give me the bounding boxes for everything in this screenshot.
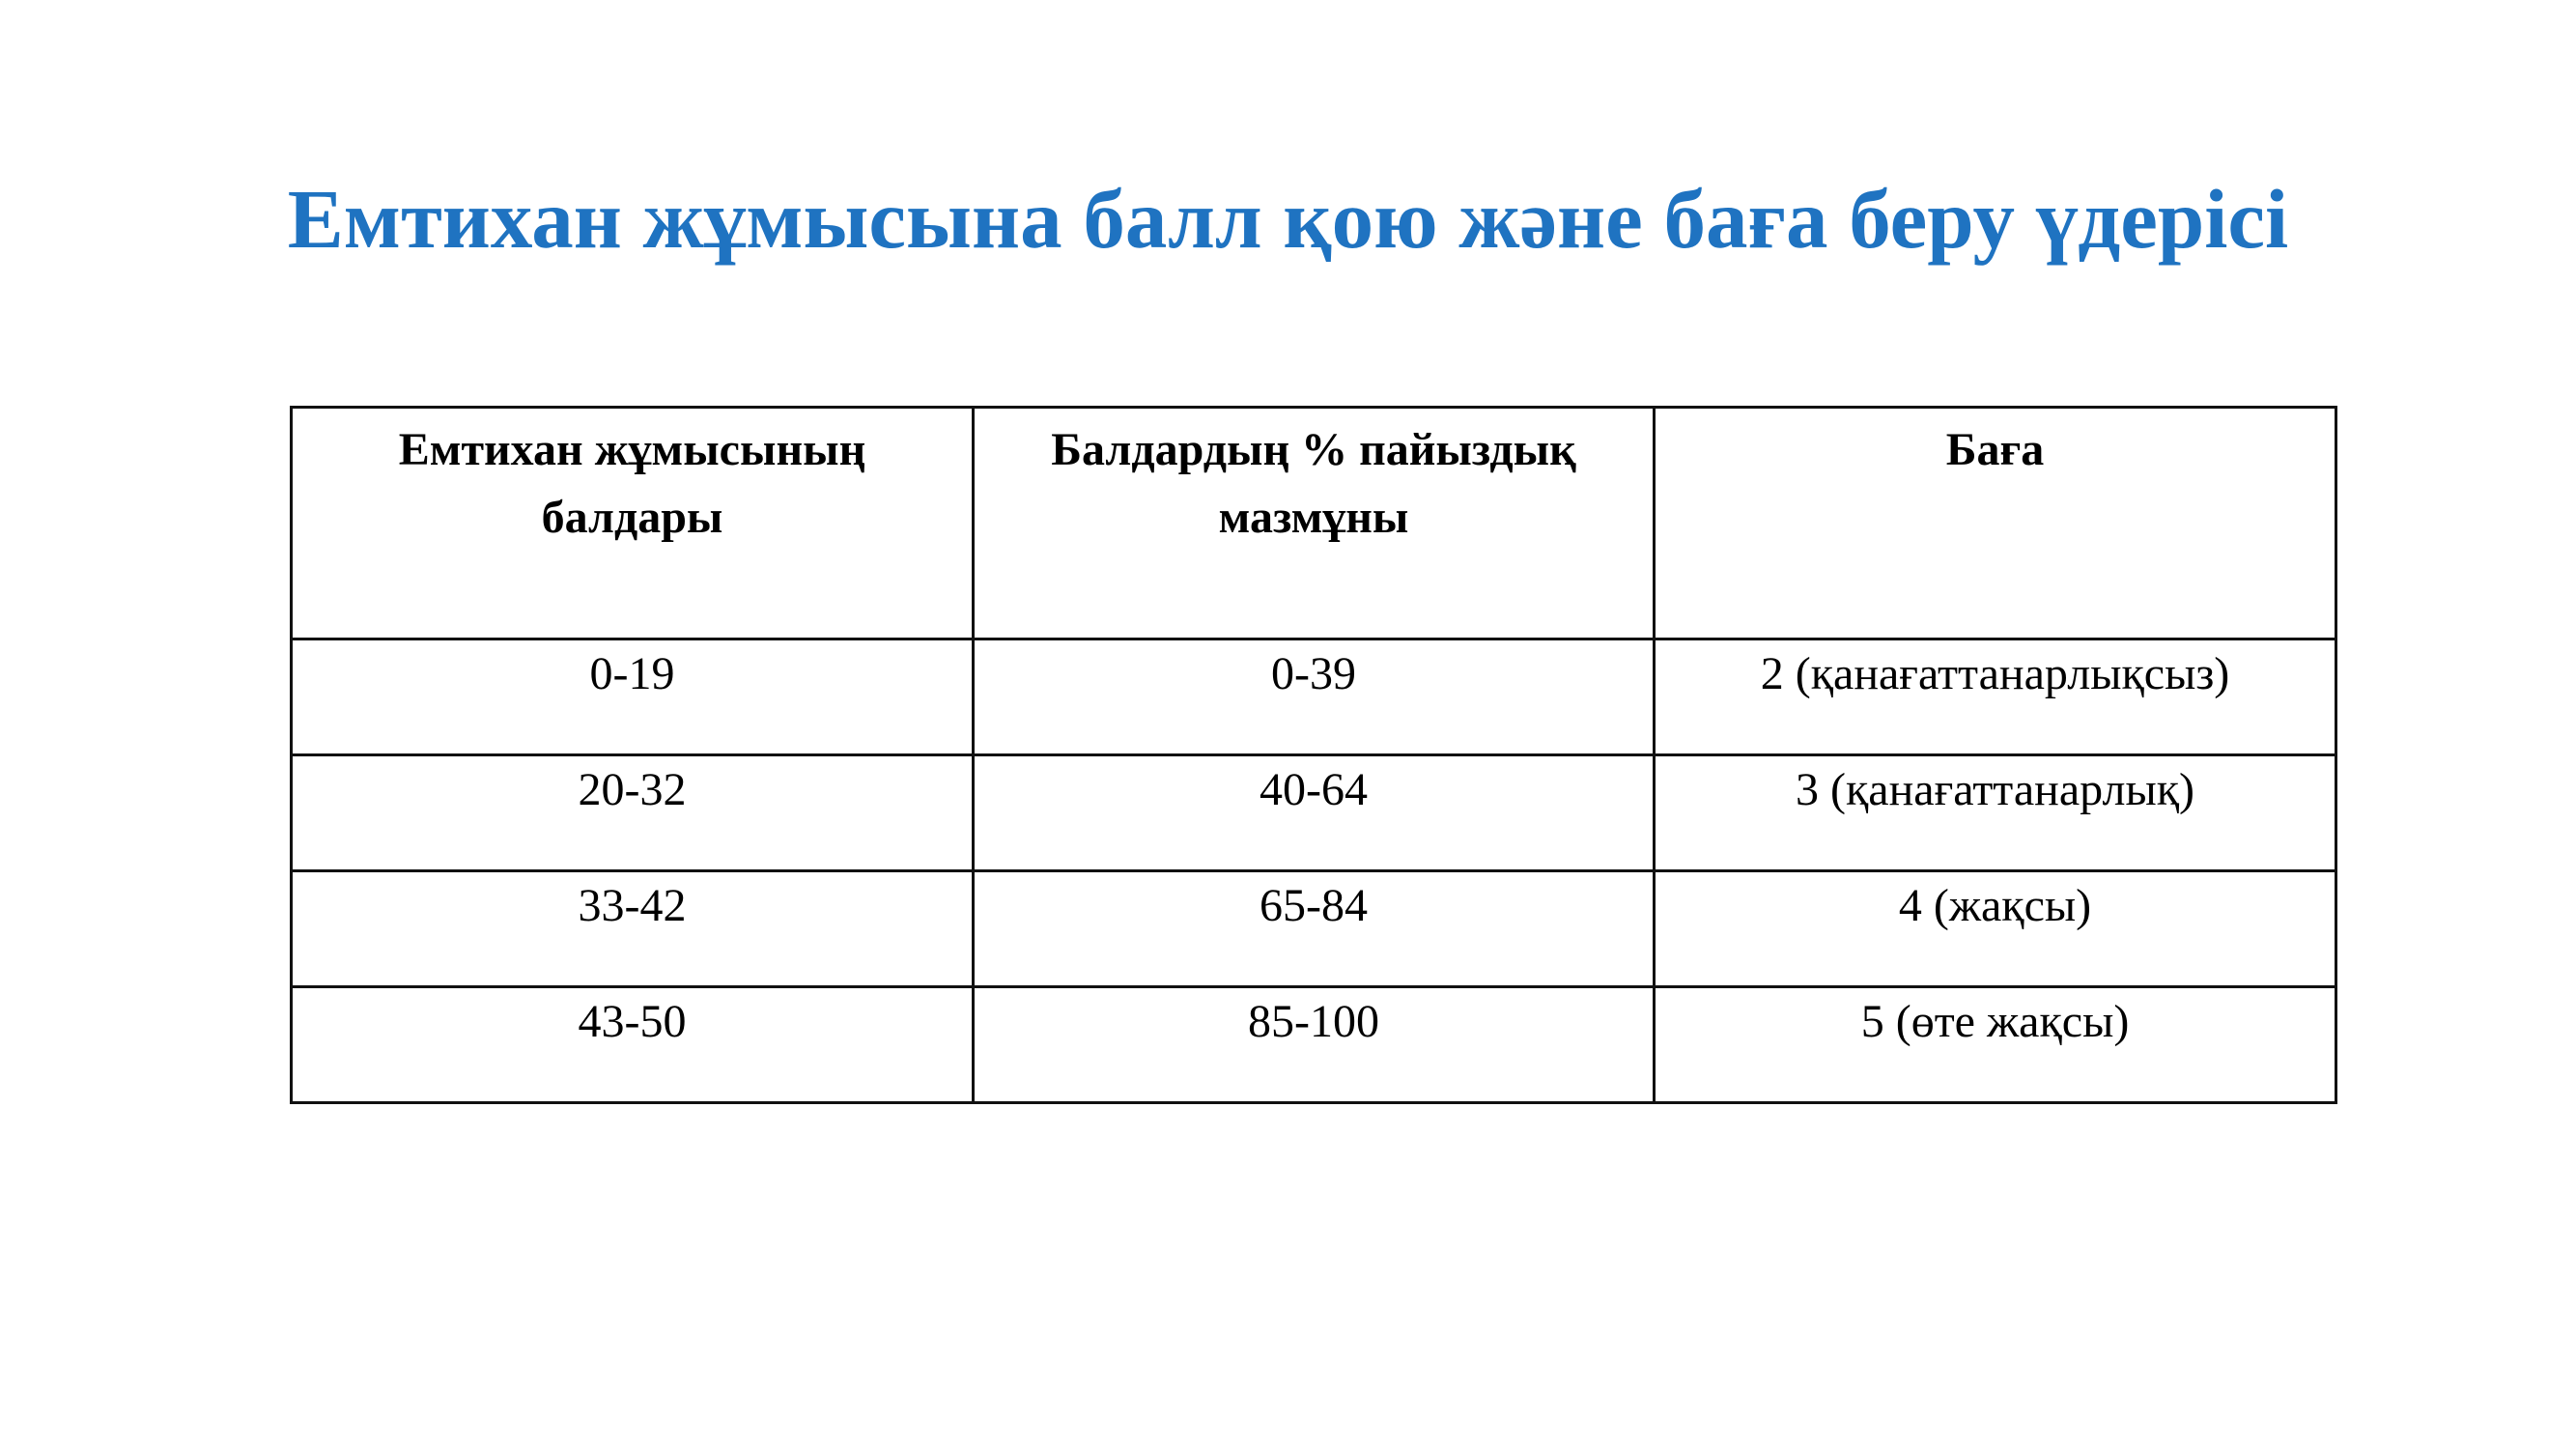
table-row bbox=[292, 755, 2336, 871]
cell-grade: 3 (қанағаттанарлық) bbox=[1655, 755, 2336, 871]
table-row bbox=[292, 987, 2336, 1103]
cell-grade: 4 (жақсы) bbox=[1655, 871, 2336, 987]
grading-table bbox=[290, 406, 2337, 1104]
cell-percent: 40-64 bbox=[974, 755, 1655, 871]
table-row bbox=[292, 639, 2336, 755]
cell-percent: 85-100 bbox=[974, 987, 1655, 1103]
table-header-row bbox=[292, 408, 2336, 639]
table-row bbox=[292, 871, 2336, 987]
cell-percent: 0-39 bbox=[974, 639, 1655, 755]
page-title: Емтихан жұмысына балл қою және баға беру үдерісі bbox=[287, 172, 2289, 266]
cell-grade: 5 (өте жақсы) bbox=[1655, 987, 2336, 1103]
cell-points: 20-32 bbox=[292, 755, 974, 871]
cell-percent: 65-84 bbox=[974, 871, 1655, 987]
cell-points: 43-50 bbox=[292, 987, 974, 1103]
cell-points: 33-42 bbox=[292, 871, 974, 987]
cell-grade: 2 (қанағаттанарлықсыз) bbox=[1655, 639, 2336, 755]
header-exam-points: Емтихан жұмысының балдары bbox=[292, 408, 974, 639]
header-grade: Баға bbox=[1655, 408, 2336, 639]
header-percent-content: Балдардың % пайыздық мазмұны bbox=[974, 408, 1655, 639]
cell-points: 0-19 bbox=[292, 639, 974, 755]
